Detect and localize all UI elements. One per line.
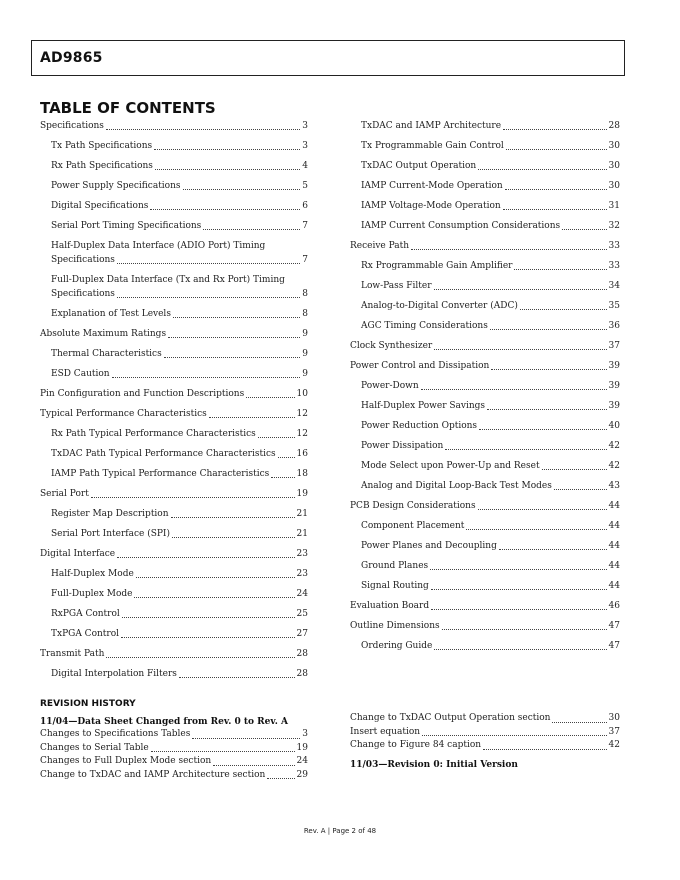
revision-entry-label: Change to TxDAC Output Operation section bbox=[350, 713, 551, 723]
toc-entry-label: Power-Down bbox=[361, 381, 419, 391]
toc-entry-label: Tx Path Specifications bbox=[51, 141, 153, 151]
toc-entry-page: 25 bbox=[296, 609, 308, 619]
toc-entry[interactable] bbox=[40, 487, 308, 501]
toc-entry-page: 3 bbox=[302, 141, 308, 151]
toc-entry[interactable] bbox=[40, 627, 308, 641]
dot-leader bbox=[106, 657, 294, 658]
toc-entry-label: Serial Port Interface (SPI) bbox=[51, 529, 170, 539]
toc-entry[interactable] bbox=[350, 599, 620, 613]
dot-leader bbox=[121, 637, 295, 638]
toc-entry-label: Analog and Digital Loop-Back Test Modes bbox=[361, 481, 552, 491]
toc-entry[interactable] bbox=[350, 339, 620, 353]
toc-entry-page: 42 bbox=[608, 441, 620, 451]
toc-entry[interactable] bbox=[40, 179, 308, 193]
dot-leader bbox=[431, 609, 606, 610]
toc-entry-label: TxDAC and IAMP Architecture bbox=[361, 121, 502, 131]
dot-leader bbox=[164, 357, 301, 358]
toc-entry[interactable] bbox=[350, 639, 620, 653]
toc-entry-label: Half-Duplex Mode bbox=[51, 569, 134, 579]
toc-entry-label: Ground Planes bbox=[361, 561, 429, 571]
toc-entry[interactable] bbox=[40, 367, 308, 381]
dot-leader bbox=[258, 437, 295, 438]
toc-entry[interactable] bbox=[40, 139, 308, 153]
toc-entry-page: 39 bbox=[608, 381, 620, 391]
toc-entry-label-continued: Specifications bbox=[51, 289, 115, 299]
toc-entry-label: AGC Timing Considerations bbox=[361, 321, 488, 331]
revision-group-title: 11/03—Revision 0: Initial Version bbox=[350, 759, 518, 770]
toc-entry-label: IAMP Current-Mode Operation bbox=[361, 181, 503, 191]
toc-entry-label: Power Control and Dissipation bbox=[350, 361, 490, 371]
toc-entry-page: 12 bbox=[296, 429, 308, 439]
toc-entry-page: 44 bbox=[608, 501, 620, 511]
toc-entry-page: 9 bbox=[302, 369, 308, 379]
dot-leader bbox=[434, 349, 606, 350]
dot-leader bbox=[117, 557, 294, 558]
part-number: AD9865 bbox=[40, 50, 103, 66]
toc-entry[interactable] bbox=[40, 387, 308, 401]
toc-entry[interactable] bbox=[350, 239, 620, 253]
dot-leader bbox=[478, 169, 606, 170]
toc-entry-label: Rx Programmable Gain Amplifier bbox=[361, 261, 513, 271]
toc-entry[interactable] bbox=[350, 519, 620, 533]
revision-entry-label: Insert equation bbox=[350, 726, 421, 737]
dot-leader bbox=[91, 497, 295, 498]
toc-entry[interactable] bbox=[40, 607, 308, 621]
toc-entry-label: Half-Duplex Power Savings bbox=[361, 401, 486, 411]
toc-entry[interactable] bbox=[350, 259, 620, 273]
dot-leader bbox=[505, 189, 607, 190]
toc-entry-page: 23 bbox=[296, 569, 308, 579]
toc-entry[interactable] bbox=[40, 467, 308, 481]
toc-entry-label: Component Placement bbox=[361, 521, 465, 531]
toc-entry-label: Thermal Characteristics bbox=[51, 349, 162, 359]
revision-history-heading: REVISION HISTORY bbox=[40, 699, 136, 709]
toc-entry-label: Mode Select upon Power-Up and Reset bbox=[361, 461, 540, 471]
dot-leader bbox=[117, 297, 300, 298]
dot-leader bbox=[442, 629, 607, 630]
revision-entry-page: 30 bbox=[608, 713, 620, 723]
toc-entry-page: 23 bbox=[296, 549, 308, 559]
dot-leader bbox=[151, 751, 295, 752]
toc-entry[interactable] bbox=[40, 219, 308, 233]
toc-entry-page: 24 bbox=[296, 589, 308, 599]
toc-entry-page: 30 bbox=[608, 181, 620, 191]
toc-entry[interactable] bbox=[40, 159, 308, 173]
toc-entry[interactable] bbox=[350, 539, 620, 553]
toc-entry-label: Receive Path bbox=[350, 241, 410, 251]
dot-leader bbox=[155, 169, 300, 170]
dot-leader bbox=[514, 269, 606, 270]
toc-entry-page: 47 bbox=[608, 641, 620, 651]
page-footer: Rev. A | Page 2 of 48 bbox=[303, 827, 377, 835]
dot-leader bbox=[150, 209, 300, 210]
toc-entry-label: Digital Interpolation Filters bbox=[51, 669, 177, 679]
dot-leader bbox=[173, 317, 300, 318]
toc-entry-page: 47 bbox=[608, 621, 620, 631]
toc-entry[interactable] bbox=[350, 399, 620, 413]
toc-entry[interactable] bbox=[40, 427, 308, 441]
toc-entry-label: Digital Interface bbox=[40, 549, 116, 559]
toc-entry-label: RxPGA Control bbox=[51, 609, 120, 619]
dot-leader bbox=[430, 569, 606, 570]
revision-entry-page: 29 bbox=[296, 769, 308, 780]
toc-entry-page: 5 bbox=[302, 181, 308, 191]
toc-entry-page: 42 bbox=[608, 461, 620, 471]
toc-entry[interactable] bbox=[40, 647, 308, 661]
toc-entry-page: 27 bbox=[296, 629, 308, 639]
dot-leader bbox=[246, 397, 294, 398]
toc-entry[interactable] bbox=[40, 587, 308, 601]
toc-entry-label: IAMP Current Consumption Considerations bbox=[361, 221, 561, 231]
toc-entry-page: 8 bbox=[302, 289, 308, 299]
toc-entry-label: Serial Port bbox=[40, 489, 89, 499]
toc-entry-label: Typical Performance Characteristics bbox=[40, 409, 207, 419]
toc-entry-label: Power Supply Specifications bbox=[51, 181, 181, 191]
revision-entry bbox=[350, 712, 620, 726]
revision-entry-page: 3 bbox=[302, 729, 308, 739]
dot-leader bbox=[520, 309, 607, 310]
dot-leader bbox=[213, 765, 294, 766]
dot-leader bbox=[411, 249, 606, 250]
dot-leader bbox=[154, 149, 300, 150]
revision-left-column bbox=[40, 716, 308, 782]
toc-entry-label: Rx Path Specifications bbox=[51, 161, 153, 171]
toc-entry-page: 18 bbox=[296, 469, 308, 479]
dot-leader bbox=[179, 677, 295, 678]
toc-entry-label: Tx Programmable Gain Control bbox=[361, 141, 504, 151]
toc-right-column bbox=[350, 119, 620, 659]
dot-leader bbox=[552, 722, 606, 723]
toc-entry-page: 19 bbox=[296, 489, 308, 499]
toc-entry[interactable] bbox=[350, 179, 620, 193]
toc-entry-label: Digital Specifications bbox=[51, 201, 149, 211]
toc-entry[interactable] bbox=[350, 499, 620, 513]
toc-entry-label: Specifications bbox=[40, 121, 104, 131]
toc-entry-label: Serial Port Timing Specifications bbox=[51, 221, 202, 231]
toc-entry[interactable] bbox=[350, 579, 620, 593]
dot-leader bbox=[499, 549, 607, 550]
toc-entry-page: 33 bbox=[608, 261, 620, 271]
toc-entry-label: Absolute Maximum Ratings bbox=[40, 329, 167, 339]
revision-entry-label: Changes to Serial Table bbox=[40, 742, 149, 753]
dot-leader bbox=[431, 589, 607, 590]
revision-entry-page: 37 bbox=[608, 726, 620, 737]
dot-leader bbox=[422, 735, 607, 736]
toc-entry-label: Full-Duplex Mode bbox=[51, 589, 133, 599]
toc-entry-page: 16 bbox=[296, 449, 308, 459]
toc-entry-page: 12 bbox=[296, 409, 308, 419]
revision-entry bbox=[40, 742, 308, 756]
toc-entry-page: 28 bbox=[296, 669, 308, 679]
toc-entry[interactable] bbox=[350, 559, 620, 573]
toc-entry-page: 7 bbox=[302, 255, 308, 265]
toc-entry[interactable] bbox=[350, 379, 620, 393]
toc-entry-label: Power Dissipation bbox=[361, 441, 444, 451]
toc-entry-page: 44 bbox=[608, 541, 620, 551]
dot-leader bbox=[267, 778, 294, 779]
dot-leader bbox=[554, 489, 607, 490]
toc-entry-page: 39 bbox=[608, 401, 620, 411]
toc-entry-page: 36 bbox=[608, 321, 620, 331]
toc-entry-label: Pin Configuration and Function Descriptions bbox=[40, 389, 245, 399]
dot-leader bbox=[168, 337, 300, 338]
toc-entry-label: Outline Dimensions bbox=[350, 621, 440, 631]
toc-entry-label: Ordering Guide bbox=[361, 641, 433, 651]
revision-entry-label: Change to TxDAC and IAMP Architecture section bbox=[40, 769, 266, 780]
dot-leader bbox=[542, 469, 607, 470]
toc-entry-page: 33 bbox=[608, 241, 620, 251]
toc-entry[interactable] bbox=[40, 273, 308, 301]
toc-left-column bbox=[40, 119, 308, 687]
toc-entry[interactable] bbox=[350, 299, 620, 313]
dot-leader bbox=[479, 429, 607, 430]
toc-entry-page: 40 bbox=[608, 421, 620, 431]
toc-entry[interactable] bbox=[40, 447, 308, 461]
dot-leader bbox=[192, 738, 300, 739]
toc-entry-page: 10 bbox=[296, 389, 308, 399]
toc-entry-label: Register Map Description bbox=[51, 509, 169, 519]
toc-entry-label: ESD Caution bbox=[51, 369, 110, 379]
toc-entry[interactable] bbox=[40, 307, 308, 321]
toc-entry-label: TxDAC Path Typical Performance Characteristics bbox=[51, 449, 276, 459]
dot-leader bbox=[271, 477, 294, 478]
toc-entry[interactable] bbox=[40, 567, 308, 581]
toc-entry-page: 39 bbox=[608, 361, 620, 371]
toc-entry[interactable] bbox=[40, 667, 308, 681]
toc-entry[interactable] bbox=[350, 219, 620, 233]
toc-entry-label: Rx Path Typical Performance Characteristics bbox=[51, 429, 256, 439]
toc-entry-page: 7 bbox=[302, 221, 308, 231]
revision-entry-page: 19 bbox=[296, 742, 308, 753]
toc-entry[interactable] bbox=[40, 347, 308, 361]
toc-entry-label: IAMP Path Typical Performance Characteristics bbox=[51, 469, 270, 479]
dot-leader bbox=[112, 377, 301, 378]
toc-entry-page: 4 bbox=[302, 161, 308, 171]
toc-entry[interactable] bbox=[40, 547, 308, 561]
toc-entry-page: 28 bbox=[608, 121, 620, 131]
dot-leader bbox=[434, 649, 606, 650]
toc-entry-page: 37 bbox=[608, 341, 620, 351]
toc-entry-page: 30 bbox=[608, 141, 620, 151]
revision-entry bbox=[40, 769, 308, 783]
dot-leader bbox=[278, 457, 295, 458]
dot-leader bbox=[209, 417, 295, 418]
dot-leader bbox=[122, 617, 295, 618]
dot-leader bbox=[172, 537, 295, 538]
toc-entry[interactable] bbox=[350, 159, 620, 173]
toc-entry[interactable] bbox=[350, 359, 620, 373]
toc-entry-label: Explanation of Test Levels bbox=[51, 309, 171, 319]
toc-entry-page: 3 bbox=[302, 121, 308, 131]
header-box bbox=[31, 40, 625, 76]
toc-entry-page: 35 bbox=[608, 301, 620, 311]
toc-entry-page: 44 bbox=[608, 521, 620, 531]
toc-title: TABLE OF CONTENTS bbox=[40, 99, 216, 117]
toc-entry-label: TxPGA Control bbox=[51, 629, 120, 639]
toc-entry-label: Evaluation Board bbox=[350, 601, 430, 611]
toc-entry[interactable] bbox=[350, 479, 620, 493]
toc-entry[interactable] bbox=[350, 279, 620, 293]
dot-leader bbox=[434, 289, 607, 290]
toc-entry-label: Power Planes and Decoupling bbox=[361, 541, 497, 551]
dot-leader bbox=[171, 517, 295, 518]
toc-entry-label: Clock Synthesizer bbox=[350, 341, 433, 351]
toc-entry[interactable] bbox=[350, 439, 620, 453]
dot-leader bbox=[506, 149, 607, 150]
dot-leader bbox=[421, 389, 607, 390]
dot-leader bbox=[478, 509, 607, 510]
toc-entry[interactable] bbox=[350, 139, 620, 153]
toc-entry-page: 9 bbox=[302, 329, 308, 339]
toc-entry-page: 44 bbox=[608, 581, 620, 591]
revision-entry-label: Changes to Specifications Tables bbox=[40, 729, 191, 739]
dot-leader bbox=[503, 129, 606, 130]
toc-entry-label-continued: Specifications bbox=[51, 255, 115, 265]
toc-entry-page: 44 bbox=[608, 561, 620, 571]
toc-entry-page: 30 bbox=[608, 161, 620, 171]
revision-entry-label: Change to Figure 84 caption bbox=[350, 740, 482, 750]
toc-entry-label: Power Reduction Options bbox=[361, 421, 478, 431]
toc-entry-page: 21 bbox=[296, 529, 308, 539]
revision-right-column bbox=[350, 712, 620, 771]
toc-entry-page: 8 bbox=[302, 309, 308, 319]
toc-entry[interactable] bbox=[40, 239, 308, 267]
dot-leader bbox=[134, 597, 294, 598]
revision-entry-label: Changes to Full Duplex Mode section bbox=[40, 756, 212, 766]
toc-entry-label: Half-Duplex Data Interface (ADIO Port) Timing bbox=[51, 241, 266, 251]
revision-entry bbox=[40, 728, 308, 742]
dot-leader bbox=[562, 229, 606, 230]
toc-entry-page: 46 bbox=[608, 601, 620, 611]
toc-entry-label: Low-Pass Filter bbox=[361, 281, 432, 291]
dot-leader bbox=[487, 409, 607, 410]
toc-entry[interactable] bbox=[350, 119, 620, 133]
toc-entry-page: 43 bbox=[608, 481, 620, 491]
toc-entry-label: Full-Duplex Data Interface (Tx and Rx Port) Timing bbox=[51, 275, 285, 285]
toc-entry[interactable] bbox=[350, 619, 620, 633]
dot-leader bbox=[445, 449, 606, 450]
toc-entry-page: 28 bbox=[296, 649, 308, 659]
toc-entry[interactable] bbox=[350, 199, 620, 213]
dot-leader bbox=[106, 129, 300, 130]
dot-leader bbox=[136, 577, 295, 578]
toc-entry-label: IAMP Voltage-Mode Operation bbox=[361, 201, 501, 211]
toc-entry-page: 9 bbox=[302, 349, 308, 359]
revision-entry bbox=[350, 739, 620, 753]
toc-entry[interactable] bbox=[350, 459, 620, 473]
dot-leader bbox=[503, 209, 607, 210]
toc-entry[interactable] bbox=[40, 199, 308, 213]
toc-entry-label: Analog-to-Digital Converter (ADC) bbox=[361, 301, 518, 311]
toc-entry[interactable] bbox=[40, 327, 308, 341]
toc-entry[interactable] bbox=[40, 119, 308, 133]
toc-entry[interactable] bbox=[350, 319, 620, 333]
toc-entry-label: Transmit Path bbox=[40, 649, 105, 659]
toc-entry[interactable] bbox=[40, 507, 308, 521]
toc-entry-page: 21 bbox=[296, 509, 308, 519]
dot-leader bbox=[490, 329, 607, 330]
dot-leader bbox=[183, 189, 301, 190]
dot-leader bbox=[491, 369, 606, 370]
toc-entry-page: 32 bbox=[608, 221, 620, 231]
toc-entry[interactable] bbox=[40, 407, 308, 421]
toc-entry-label: PCB Design Considerations bbox=[350, 501, 476, 511]
toc-entry-label: TxDAC Output Operation bbox=[361, 161, 477, 171]
revision-entry-page: 42 bbox=[608, 740, 620, 750]
toc-entry-label: Signal Routing bbox=[361, 581, 429, 591]
toc-entry-page: 31 bbox=[608, 201, 620, 211]
dot-leader bbox=[466, 529, 606, 530]
revision-group-title: 11/04—Data Sheet Changed from Rev. 0 to Rev. A bbox=[40, 717, 288, 727]
toc-entry[interactable] bbox=[350, 419, 620, 433]
revision-entry-page: 24 bbox=[296, 756, 308, 766]
toc-entry-page: 6 bbox=[302, 201, 308, 211]
toc-entry[interactable] bbox=[40, 527, 308, 541]
dot-leader bbox=[117, 263, 300, 264]
revision-entry bbox=[40, 755, 308, 769]
dot-leader bbox=[203, 229, 300, 230]
toc-entry-page: 34 bbox=[608, 281, 620, 291]
dot-leader bbox=[483, 749, 606, 750]
revision-entry bbox=[350, 726, 620, 740]
